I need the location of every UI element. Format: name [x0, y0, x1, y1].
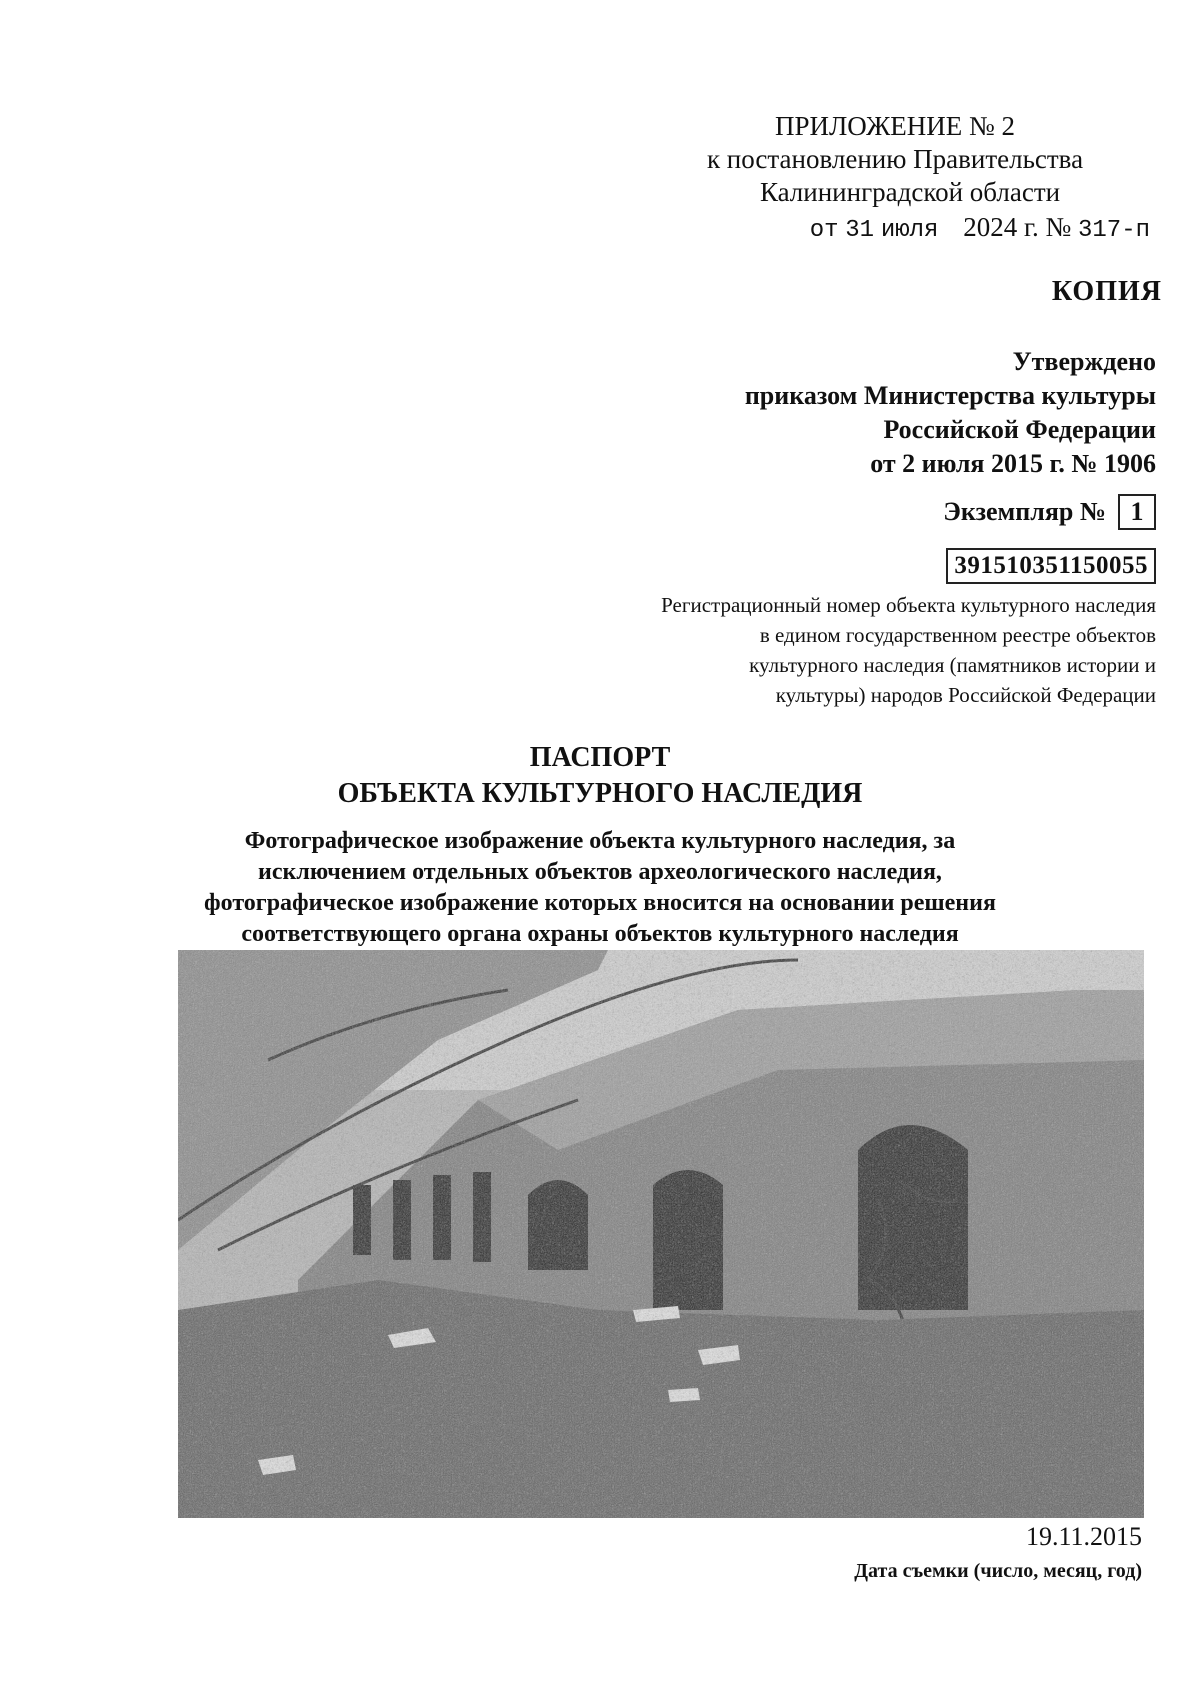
appendix-month: июля — [880, 217, 939, 244]
heritage-object-photo — [178, 950, 1144, 1518]
ruins-photo-image — [178, 950, 1144, 1518]
appendix-date-line — [640, 211, 1150, 247]
title-line-1: ПАСПОРТ — [529, 742, 671, 773]
appendix-line-3: Калининградской области — [759, 177, 1061, 207]
document-title — [0, 740, 1200, 812]
appendix-date-prefix: от — [809, 217, 839, 244]
registration-desc-line-3: культурного наследия (памятников истории и — [749, 653, 1156, 677]
photo-date: 19.11.2015 — [1025, 1522, 1142, 1551]
instance-row — [943, 494, 1156, 530]
registration-desc-line-1: Регистрационный номер объекта культурного наследия — [661, 593, 1156, 617]
title-line-2: ОБЪЕКТА КУЛЬТУРНОГО НАСЛЕДИЯ — [337, 778, 863, 809]
registration-desc-line-2: в едином государственном реестре объектов — [759, 623, 1156, 647]
subtitle-line-2: исключением отдельных объектов археологического наследия, — [258, 859, 942, 885]
copy-mark: КОПИЯ — [1051, 276, 1162, 307]
subtitle-line-1: Фотографическое изображение объекта культурного наследия, за — [244, 828, 956, 854]
registration-number-box: 391510351150055 — [946, 548, 1156, 584]
appendix-number: 317-п — [1077, 217, 1150, 244]
registration-description — [536, 590, 1156, 710]
instance-label: Экземпляр № — [943, 497, 1106, 526]
subtitle-line-3: фотографическое изображение которых вносится на основании решения — [204, 890, 996, 916]
photo-date-caption: Дата съемки (число, месяц, год) — [854, 1560, 1142, 1582]
document-subtitle — [150, 826, 1050, 950]
approved-block — [556, 345, 1156, 481]
subtitle-line-4: соответствующего органа охраны объектов культурного наследия — [241, 921, 959, 947]
approved-line-2: приказом Министерства культуры — [744, 381, 1156, 410]
instance-number-box: 1 — [1118, 494, 1156, 530]
registration-desc-line-4: культуры) народов Российской Федерации — [775, 683, 1156, 707]
approved-line-4: от 2 июля 2015 г. № 1906 — [870, 449, 1156, 478]
appendix-year: 2024 г. № — [963, 212, 1072, 242]
approved-line-1: Утверждено — [1012, 347, 1156, 376]
approved-line-3: Российской Федерации — [883, 415, 1156, 444]
appendix-block — [640, 110, 1150, 247]
appendix-day: 31 — [845, 217, 875, 244]
appendix-title: ПРИЛОЖЕНИЕ № 2 — [774, 111, 1016, 141]
appendix-line-2: к постановлению Правительства — [706, 144, 1084, 174]
